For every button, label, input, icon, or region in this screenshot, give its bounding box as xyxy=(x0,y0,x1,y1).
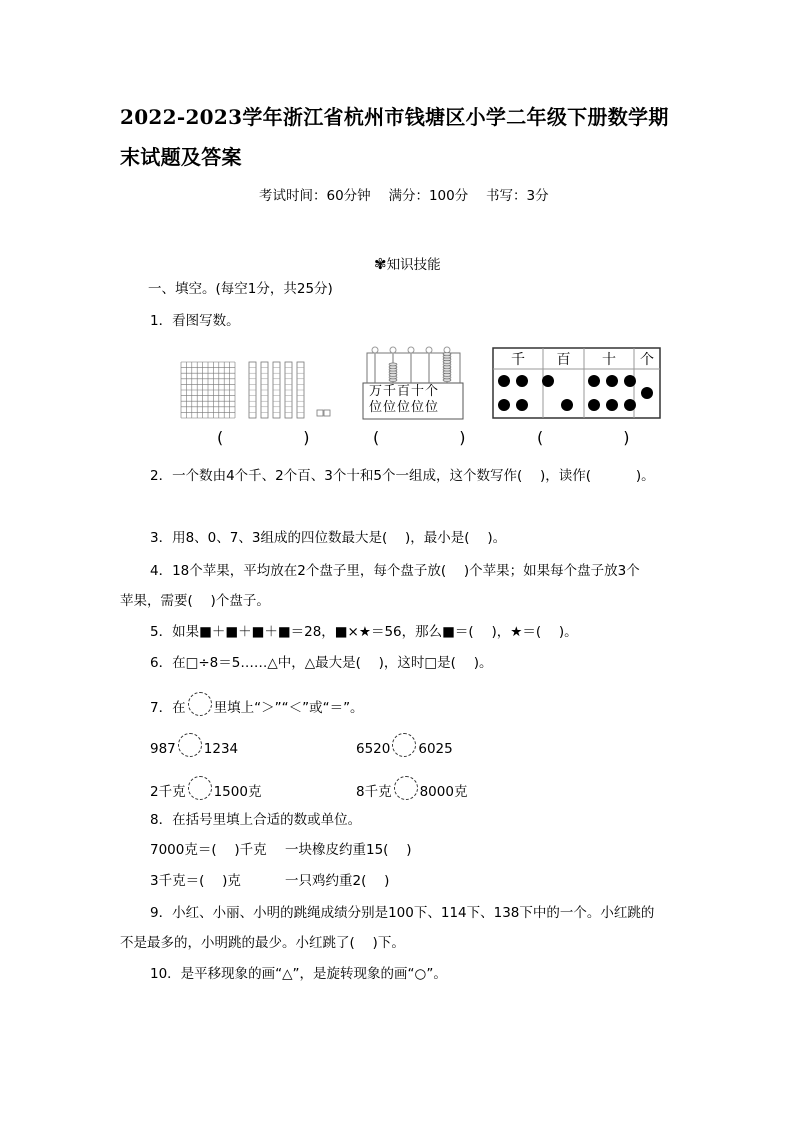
abacus-labels xyxy=(369,384,439,416)
unit-cube xyxy=(317,410,323,416)
ten-rod-lines xyxy=(297,368,304,413)
ten-rod-lines xyxy=(273,368,280,413)
q5-text: 5．如果■＋■＋■＋■＝28，■×★＝56，那么■＝( )，★＝( )。 xyxy=(150,624,578,640)
counter-dot xyxy=(498,399,510,411)
q7-compare-2 xyxy=(356,740,453,758)
abacus-labels-row1: 万千百十个 xyxy=(369,384,440,399)
counter-dot xyxy=(588,399,600,411)
q1-answer-blank-1[interactable]: ( ) xyxy=(217,428,310,447)
abacus-rod-top xyxy=(444,347,450,353)
section-title: 知识技能 xyxy=(386,257,441,273)
counter-dot xyxy=(641,387,653,399)
ten-rod-lines xyxy=(249,368,256,413)
abacus-rod-top xyxy=(408,347,414,353)
abacus-labels-row2: 位位位位位 xyxy=(369,400,440,415)
q8-item-1: 7000克＝( )千克 xyxy=(150,842,267,858)
q2-text: 2．一个数由4个千、2个百、3个十和5个一组成，这个数写作( )，读作( )。 xyxy=(150,468,655,484)
counter-dot xyxy=(561,399,573,411)
q9-text-line1: 9．小红、小丽、小明的跳绳成绩分别是100下、114下、138下中的一个。小红跳的 xyxy=(150,905,655,921)
q7-left: 6520 xyxy=(356,741,391,757)
q1-text: 1．看图写数。 xyxy=(150,313,240,329)
doc-title-line2: 末试题及答案 xyxy=(120,145,242,169)
q7-before: 7．在 xyxy=(150,700,186,716)
table-header: 千 xyxy=(511,352,525,368)
q7-right: 8000克 xyxy=(419,784,468,800)
compare-circle-input[interactable] xyxy=(176,741,204,753)
table-header: 百 xyxy=(556,352,571,368)
counter-dot xyxy=(606,375,618,387)
q4-text-line1: 4．18个苹果，平均放在2个盘子里，每个盘子放( )个苹果；如果每个盘子放3个 xyxy=(150,563,640,579)
table-header: 个 xyxy=(640,352,654,368)
abacus-bead xyxy=(443,353,451,356)
compare-circle-input[interactable] xyxy=(390,741,418,753)
q4-text-line2: 苹果，需要( )个盘子。 xyxy=(120,593,270,609)
q9-text-line2: 不是最多的，小明跳的最少。小红跳了( )下。 xyxy=(120,935,405,951)
q7-left: 987 xyxy=(150,741,176,757)
q6-text: 6．在□÷8＝5……△中，△最大是( )，这时□是( )。 xyxy=(150,655,493,671)
base-ten-blocks-figure xyxy=(178,358,338,422)
q7-compare-3 xyxy=(150,783,261,801)
counter-dot xyxy=(516,399,528,411)
counter-dot xyxy=(624,399,636,411)
counter-dot xyxy=(516,375,528,387)
exam-info: 考试时间：60分钟 满分：100分 书写：3分 xyxy=(259,188,549,204)
abacus-rod-top xyxy=(390,347,396,353)
q3-text: 3．用8、0、7、3组成的四位数最大是( )，最小是( )。 xyxy=(150,530,507,546)
flower-icon: ✾ xyxy=(374,255,387,273)
abacus-bead xyxy=(389,363,397,366)
counter-dot xyxy=(588,375,600,387)
q8-text: 8．在括号里填上合适的数或单位。 xyxy=(150,812,362,828)
q8-item-3: 3千克＝( )克 xyxy=(150,873,241,889)
dashed-circle-icon xyxy=(186,700,214,712)
q7-right: 6025 xyxy=(418,741,453,757)
q7-right: 1234 xyxy=(203,741,239,757)
table-header: 十 xyxy=(602,352,616,368)
counter-dot xyxy=(542,375,554,387)
ten-rod-lines xyxy=(285,368,292,413)
compare-circle-input[interactable] xyxy=(186,784,214,796)
part1-heading: 一、填空。(每空1分，共25分) xyxy=(148,281,333,297)
q1-answer-blank-2[interactable]: ( ) xyxy=(373,428,466,447)
abacus-rod-top xyxy=(372,347,378,353)
counter-dot xyxy=(606,399,618,411)
q7-left: 2千克 xyxy=(150,784,186,800)
doc-title-line1: 2022-2023学年浙江省杭州市钱塘区小学二年级下册数学期 xyxy=(120,105,669,129)
q1-answer-blank-3[interactable]: ( ) xyxy=(537,428,630,447)
q7-compare-4 xyxy=(356,783,467,801)
ten-rod-lines xyxy=(261,368,268,413)
hundred-block xyxy=(181,362,235,418)
q7-left: 8千克 xyxy=(356,784,392,800)
unit-cube xyxy=(324,410,330,416)
q8-item-2: 一块橡皮约重15( ) xyxy=(285,842,412,858)
q8-item-4: 一只鸡约重2( ) xyxy=(285,873,390,889)
q7-after: 里填上“＞”“＜”或“＝”。 xyxy=(213,700,364,716)
place-value-table-figure xyxy=(492,347,662,420)
counter-dot xyxy=(498,375,510,387)
q10-text: 10．是平移现象的画“△”，是旋转现象的画“○”。 xyxy=(150,966,447,982)
q7-compare-1 xyxy=(150,740,238,758)
q7-right: 1500克 xyxy=(213,784,262,800)
q7-text xyxy=(150,699,364,717)
counter-dot xyxy=(624,375,636,387)
section-header xyxy=(374,255,441,273)
compare-circle-input[interactable] xyxy=(392,784,420,796)
abacus-rod-top xyxy=(426,347,432,353)
